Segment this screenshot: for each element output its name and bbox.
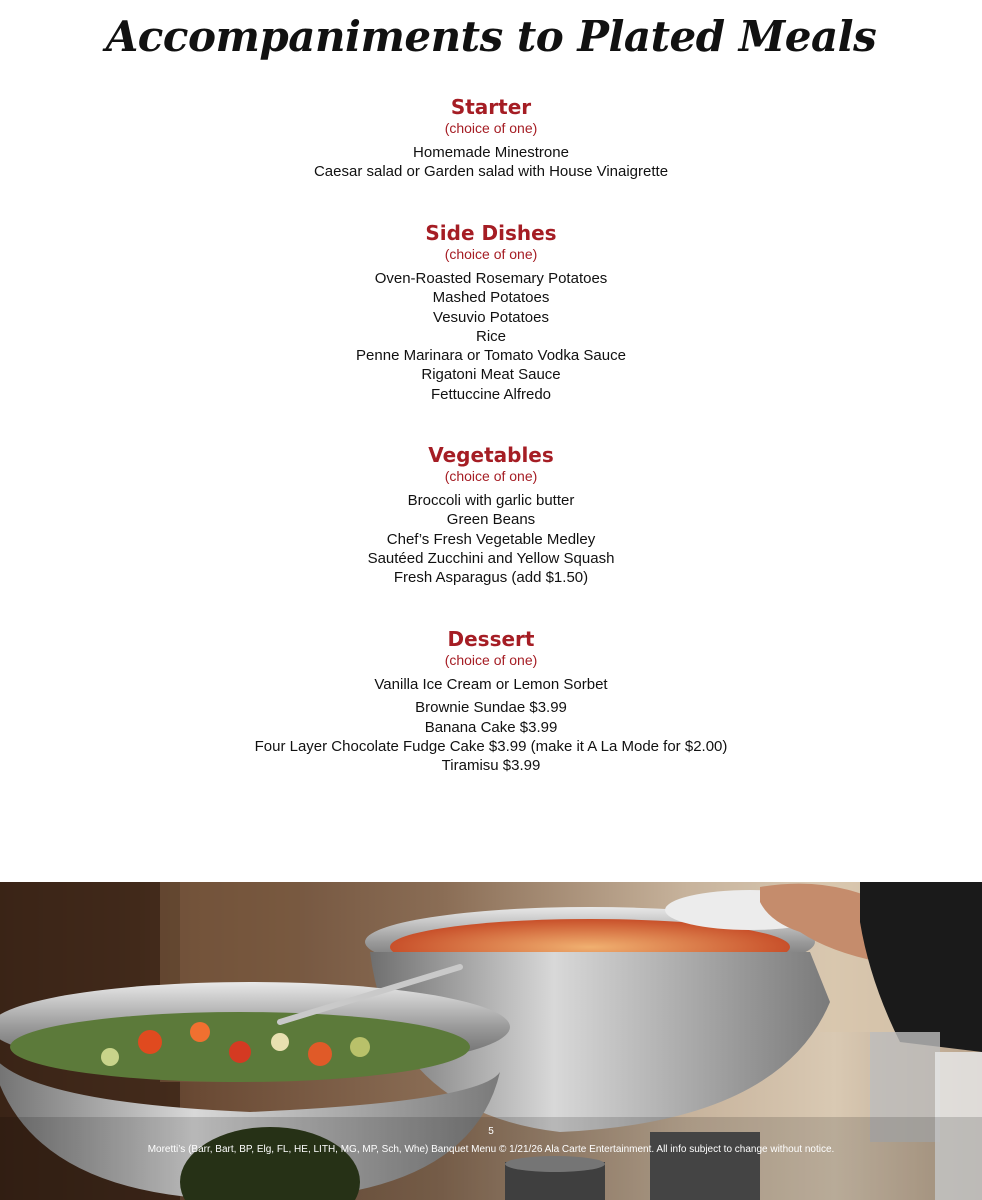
footer-text: Moretti’s (Barr, Bart, BP, Elg, FL, HE, LITH, MG, MP, Sch, Whe) Banquet Menu © 1/21/26 Ala Carte Entertainment. All info subject to change without notice. [147, 1144, 835, 1155]
menu-item: Chef’s Fresh Vegetable Medley [386, 530, 596, 548]
section-heading: Vegetables [428, 443, 554, 467]
menu-item: Tiramisu $3.99 [441, 757, 541, 775]
page-title: Accompaniments to Plated Meals [105, 12, 877, 61]
vegetables-section [0, 443, 982, 587]
buffet-photo [0, 882, 982, 1200]
starter-section [0, 95, 982, 182]
menu-item: Oven-Roasted Rosemary Potatoes [374, 270, 608, 287]
dessert-section [0, 627, 982, 775]
page-number: 5 [488, 1126, 494, 1137]
menu-item: Caesar salad or Garden salad with House Vinaigrette [313, 163, 669, 181]
menu-item: Fettuccine Alfredo [430, 385, 552, 403]
section-heading: Dessert [447, 627, 535, 651]
menu-item: Broccoli with garlic butter [407, 492, 575, 509]
section-subheading: (choice of one) [444, 246, 538, 262]
section-subheading: (choice of one) [444, 120, 538, 136]
section-heading: Starter [450, 95, 532, 119]
section-subheading: (choice of one) [444, 468, 538, 484]
menu-item: Penne Marinara or Tomato Vodka Sauce [356, 347, 626, 365]
section-heading: Side Dishes [425, 221, 557, 245]
menu-item: Rigatoni Meat Sauce [421, 366, 561, 384]
menu-item: Homemade Minestrone [413, 144, 569, 161]
menu-item: Brownie Sundae $3.99 [415, 699, 567, 717]
menu-item: Vanilla Ice Cream or Lemon Sorbet [374, 676, 608, 693]
menu-item: Banana Cake $3.99 [424, 718, 558, 736]
menu-item: Four Layer Chocolate Fudge Cake $3.99 (make it A La Mode for $2.00) [254, 737, 728, 755]
menu-item: Green Beans [446, 511, 536, 529]
menu-item: Rice [475, 327, 506, 345]
menu-item: Sautéed Zucchini and Yellow Squash [367, 549, 615, 567]
menu-item: Vesuvio Potatoes [433, 308, 549, 326]
section-subheading: (choice of one) [444, 652, 538, 668]
side-dishes-section [0, 221, 982, 404]
menu-item: Fresh Asparagus (add $1.50) [393, 569, 589, 587]
menu-item: Mashed Potatoes [432, 289, 550, 307]
